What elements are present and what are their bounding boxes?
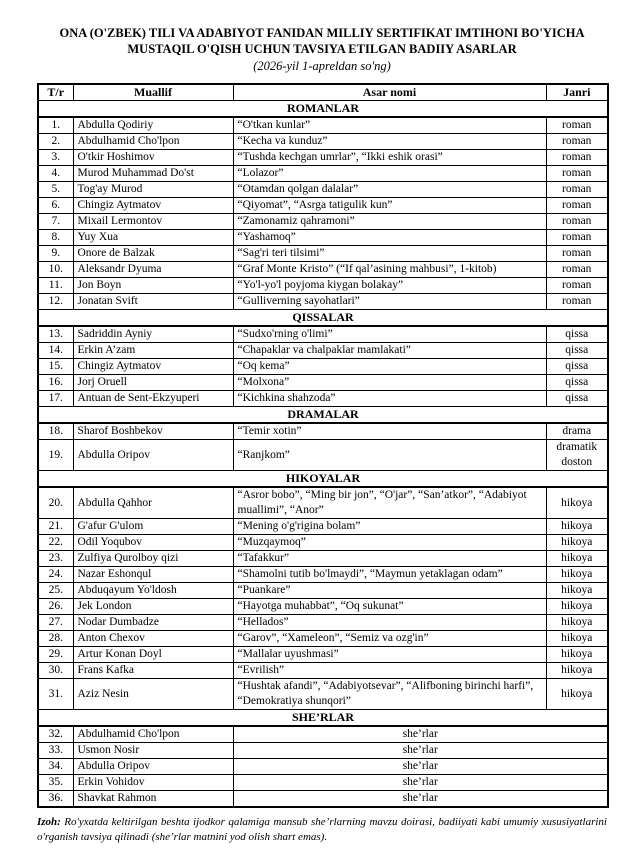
author-cell: G'afur G'ulom — [73, 519, 233, 535]
author-cell: Abduqayum Yo'ldosh — [73, 583, 233, 599]
table-row — [38, 583, 608, 599]
genre-cell: hikoya — [546, 615, 608, 631]
table-row — [38, 519, 608, 535]
row-number-cell: 10. — [38, 262, 73, 278]
genre-cell: hikoya — [546, 487, 608, 519]
work-title-cell: “Garov”, “Xameleon”, “Semiz va ozg'in” — [233, 631, 546, 647]
genre-merged-cell: she’rlar — [233, 726, 608, 743]
row-number-cell: 20. — [38, 487, 73, 519]
author-cell: Sadriddin Ayniy — [73, 326, 233, 343]
row-number-cell: 4. — [38, 166, 73, 182]
work-title-cell: “Gulliverning sayohatlari” — [233, 294, 546, 310]
author-cell: Abdulla Qahhor — [73, 487, 233, 519]
page-title-line-1: ONA (O'ZBEK) TILI VA ADABIYOT FANIDAN MILLIY SERTIFIKAT IMTIHONI BO'YICHA — [59, 26, 585, 40]
table-row — [38, 117, 608, 134]
genre-cell: hikoya — [546, 663, 608, 679]
row-number-cell: 36. — [38, 791, 73, 808]
row-number-cell: 34. — [38, 759, 73, 775]
table-row — [38, 150, 608, 166]
work-title-cell: “Asror bobo”, “Ming bir jon”, “O'jar”, “San’atkor”, “Adabiyot muallimi”, “Anor” — [233, 487, 546, 519]
work-title-cell: “Hushtak afandi”, “Adabiyotsevar”, “Alifboning birinchi harfi”, “Demokratiya shunqori” — [233, 679, 546, 710]
section-title: DRAMALAR — [38, 407, 608, 424]
author-cell: Frans Kafka — [73, 663, 233, 679]
author-cell: Onore de Balzak — [73, 246, 233, 262]
work-title-cell: “Graf Monte Kristo” (“If qal’asining mahbusi”, 1-kitob) — [233, 262, 546, 278]
work-title-cell: “Temir xotin” — [233, 423, 546, 440]
table-row — [38, 262, 608, 278]
work-title-cell: “Muzqaymoq” — [233, 535, 546, 551]
works-table — [37, 83, 609, 808]
genre-cell: roman — [546, 117, 608, 134]
work-title-cell: “Tafakkur” — [233, 551, 546, 567]
genre-merged-cell: she’rlar — [233, 759, 608, 775]
work-title-cell: “Shamolni tutib bo'lmaydi”, “Maymun yetaklagan odam” — [233, 567, 546, 583]
footnote — [37, 815, 607, 845]
table-row — [38, 679, 608, 710]
author-cell: Artur Konan Doyl — [73, 647, 233, 663]
row-number-cell: 3. — [38, 150, 73, 166]
genre-cell: qissa — [546, 375, 608, 391]
table-row — [38, 343, 608, 359]
section-title: SHE’RLAR — [38, 710, 608, 727]
work-title-cell: “Qiyomat”, “Asrga tatigulik kun” — [233, 198, 546, 214]
table-row — [38, 230, 608, 246]
table-row — [38, 743, 608, 759]
row-number-cell: 7. — [38, 214, 73, 230]
section-row — [38, 310, 608, 327]
author-cell: Antuan de Sent-Ekzyuperi — [73, 391, 233, 407]
table-row — [38, 326, 608, 343]
table-row — [38, 134, 608, 150]
column-header: Janri — [546, 84, 608, 101]
work-title-cell: “O'tkan kunlar” — [233, 117, 546, 134]
author-cell: Chingiz Aytmatov — [73, 198, 233, 214]
genre-cell: roman — [546, 182, 608, 198]
author-cell: Yuy Xua — [73, 230, 233, 246]
row-number-cell: 24. — [38, 567, 73, 583]
author-cell: Nazar Eshonqul — [73, 567, 233, 583]
table-row — [38, 440, 608, 471]
author-cell: Nodar Dumbadze — [73, 615, 233, 631]
table-row — [38, 647, 608, 663]
row-number-cell: 35. — [38, 775, 73, 791]
row-number-cell: 2. — [38, 134, 73, 150]
genre-cell: hikoya — [546, 567, 608, 583]
section-title: ROMANLAR — [38, 101, 608, 118]
author-cell: Erkin Vohidov — [73, 775, 233, 791]
row-number-cell: 18. — [38, 423, 73, 440]
section-row — [38, 407, 608, 424]
table-row — [38, 567, 608, 583]
author-cell: Aziz Nesin — [73, 679, 233, 710]
author-cell: Chingiz Aytmatov — [73, 359, 233, 375]
row-number-cell: 27. — [38, 615, 73, 631]
genre-cell: hikoya — [546, 647, 608, 663]
table-row — [38, 246, 608, 262]
genre-cell: hikoya — [546, 679, 608, 710]
row-number-cell: 19. — [38, 440, 73, 471]
genre-cell: hikoya — [546, 535, 608, 551]
work-title-cell: “Zamonamiz qahramoni” — [233, 214, 546, 230]
author-cell: Anton Chexov — [73, 631, 233, 647]
work-title-cell: “Tushda kechgan umrlar”, “Ikki eshik orasi” — [233, 150, 546, 166]
table-row — [38, 726, 608, 743]
work-title-cell: “Evrilish” — [233, 663, 546, 679]
row-number-cell: 28. — [38, 631, 73, 647]
row-number-cell: 16. — [38, 375, 73, 391]
row-number-cell: 11. — [38, 278, 73, 294]
work-title-cell: “Yashamoq” — [233, 230, 546, 246]
work-title-cell: “Otamdan qolgan dalalar” — [233, 182, 546, 198]
table-row — [38, 423, 608, 440]
genre-cell: roman — [546, 278, 608, 294]
work-title-cell: “Chapaklar va chalpaklar mamlakati” — [233, 343, 546, 359]
author-cell: Aleksandr Dyuma — [73, 262, 233, 278]
column-header: T/r — [38, 84, 73, 101]
footnote-text: Ro'yxatda keltirilgan beshta ijodkor qalamiga mansub she’rlarning mavzu doirasi, badiiyati kabi umumiy xususiyatlarini o'rganish tavsiya qilinadi (she’rlar matnini yod olish shart emas). — [37, 816, 607, 843]
row-number-cell: 30. — [38, 663, 73, 679]
genre-cell: qissa — [546, 359, 608, 375]
work-title-cell: “Kecha va kunduz” — [233, 134, 546, 150]
table-row — [38, 615, 608, 631]
genre-cell: roman — [546, 294, 608, 310]
genre-cell: roman — [546, 150, 608, 166]
work-title-cell: “Oq kema” — [233, 359, 546, 375]
work-title-cell: “Ranjkom” — [233, 440, 546, 471]
table-row — [38, 214, 608, 230]
row-number-cell: 5. — [38, 182, 73, 198]
row-number-cell: 17. — [38, 391, 73, 407]
work-title-cell: “Mening o'g'rigina bolam” — [233, 519, 546, 535]
row-number-cell: 33. — [38, 743, 73, 759]
row-number-cell: 21. — [38, 519, 73, 535]
work-title-cell: “Molxona” — [233, 375, 546, 391]
author-cell: Jon Boyn — [73, 278, 233, 294]
table-header-row — [38, 84, 608, 101]
section-title: QISSALAR — [38, 310, 608, 327]
work-title-cell: “Sag'ri teri tilsimi” — [233, 246, 546, 262]
genre-cell: drama — [546, 423, 608, 440]
author-cell: Sharof Boshbekov — [73, 423, 233, 440]
work-title-cell: “Hayotga muhabbat”, “Oq sukunat” — [233, 599, 546, 615]
genre-cell: hikoya — [546, 583, 608, 599]
section-row — [38, 101, 608, 118]
author-cell: O'tkir Hoshimov — [73, 150, 233, 166]
table-row — [38, 359, 608, 375]
genre-cell: dramatik doston — [546, 440, 608, 471]
row-number-cell: 31. — [38, 679, 73, 710]
genre-cell: roman — [546, 230, 608, 246]
author-cell: Usmon Nosir — [73, 743, 233, 759]
table-row — [38, 487, 608, 519]
author-cell: Tog'ay Murod — [73, 182, 233, 198]
section-row — [38, 471, 608, 488]
row-number-cell: 22. — [38, 535, 73, 551]
author-cell: Erkin A’zam — [73, 343, 233, 359]
table-row — [38, 535, 608, 551]
table-row — [38, 391, 608, 407]
row-number-cell: 8. — [38, 230, 73, 246]
row-number-cell: 9. — [38, 246, 73, 262]
genre-cell: roman — [546, 134, 608, 150]
genre-cell: hikoya — [546, 631, 608, 647]
work-title-cell: “Kichkina shahzoda” — [233, 391, 546, 407]
table-row — [38, 166, 608, 182]
genre-cell: roman — [546, 214, 608, 230]
genre-cell: roman — [546, 262, 608, 278]
row-number-cell: 25. — [38, 583, 73, 599]
table-row — [38, 791, 608, 808]
genre-cell: hikoya — [546, 551, 608, 567]
genre-cell: qissa — [546, 343, 608, 359]
author-cell: Mixail Lermontov — [73, 214, 233, 230]
row-number-cell: 29. — [38, 647, 73, 663]
genre-cell: qissa — [546, 391, 608, 407]
footnote-label: Izoh: — [37, 816, 61, 828]
genre-cell: qissa — [546, 326, 608, 343]
work-title-cell: “Puankare” — [233, 583, 546, 599]
author-cell: Shavkat Rahmon — [73, 791, 233, 808]
row-number-cell: 1. — [38, 117, 73, 134]
table-row — [38, 182, 608, 198]
author-cell: Abdulhamid Cho'lpon — [73, 726, 233, 743]
author-cell: Abdulhamid Cho'lpon — [73, 134, 233, 150]
table-row — [38, 759, 608, 775]
author-cell: Jorj Oruell — [73, 375, 233, 391]
table-body — [38, 101, 608, 808]
author-cell: Odil Yoqubov — [73, 535, 233, 551]
genre-cell: roman — [546, 198, 608, 214]
work-title-cell: “Hellados” — [233, 615, 546, 631]
genre-merged-cell: she’rlar — [233, 743, 608, 759]
row-number-cell: 15. — [38, 359, 73, 375]
table-row — [38, 375, 608, 391]
table-row — [38, 294, 608, 310]
column-header: Muallif — [73, 84, 233, 101]
row-number-cell: 32. — [38, 726, 73, 743]
page-title-line-2: MUSTAQIL O'QISH UCHUN TAVSIYA ETILGAN BADIIY ASARLAR — [127, 42, 517, 56]
work-title-cell: “Sudxo'rning o'limi” — [233, 326, 546, 343]
work-title-cell: “Yo'l-yo'l poyjoma kiygan bolakay” — [233, 278, 546, 294]
row-number-cell: 26. — [38, 599, 73, 615]
genre-merged-cell: she’rlar — [233, 791, 608, 808]
section-title: HIKOYALAR — [38, 471, 608, 488]
genre-cell: hikoya — [546, 599, 608, 615]
row-number-cell: 14. — [38, 343, 73, 359]
table-row — [38, 551, 608, 567]
work-title-cell: “Mallalar uyushmasi” — [233, 647, 546, 663]
author-cell: Murod Muhammad Do'st — [73, 166, 233, 182]
section-row — [38, 710, 608, 727]
table-row — [38, 278, 608, 294]
row-number-cell: 12. — [38, 294, 73, 310]
table-row — [38, 631, 608, 647]
table-header — [38, 84, 608, 101]
row-number-cell: 6. — [38, 198, 73, 214]
table-row — [38, 663, 608, 679]
work-title-cell: “Lolazor” — [233, 166, 546, 182]
table-row — [38, 198, 608, 214]
genre-cell: hikoya — [546, 519, 608, 535]
genre-cell: roman — [546, 166, 608, 182]
author-cell: Abdulla Qodiriy — [73, 117, 233, 134]
author-cell: Abdulla Oripov — [73, 440, 233, 471]
genre-cell: roman — [546, 246, 608, 262]
author-cell: Jek London — [73, 599, 233, 615]
column-header: Asar nomi — [233, 84, 546, 101]
author-cell: Jonatan Svift — [73, 294, 233, 310]
page-subtitle: (2026-yil 1-apreldan so'ng) — [253, 59, 391, 73]
row-number-cell: 23. — [38, 551, 73, 567]
table-row — [38, 599, 608, 615]
genre-merged-cell: she’rlar — [233, 775, 608, 791]
author-cell: Abdulla Oripov — [73, 759, 233, 775]
author-cell: Zulfiya Qurolboy qizi — [73, 551, 233, 567]
table-row — [38, 775, 608, 791]
row-number-cell: 13. — [38, 326, 73, 343]
